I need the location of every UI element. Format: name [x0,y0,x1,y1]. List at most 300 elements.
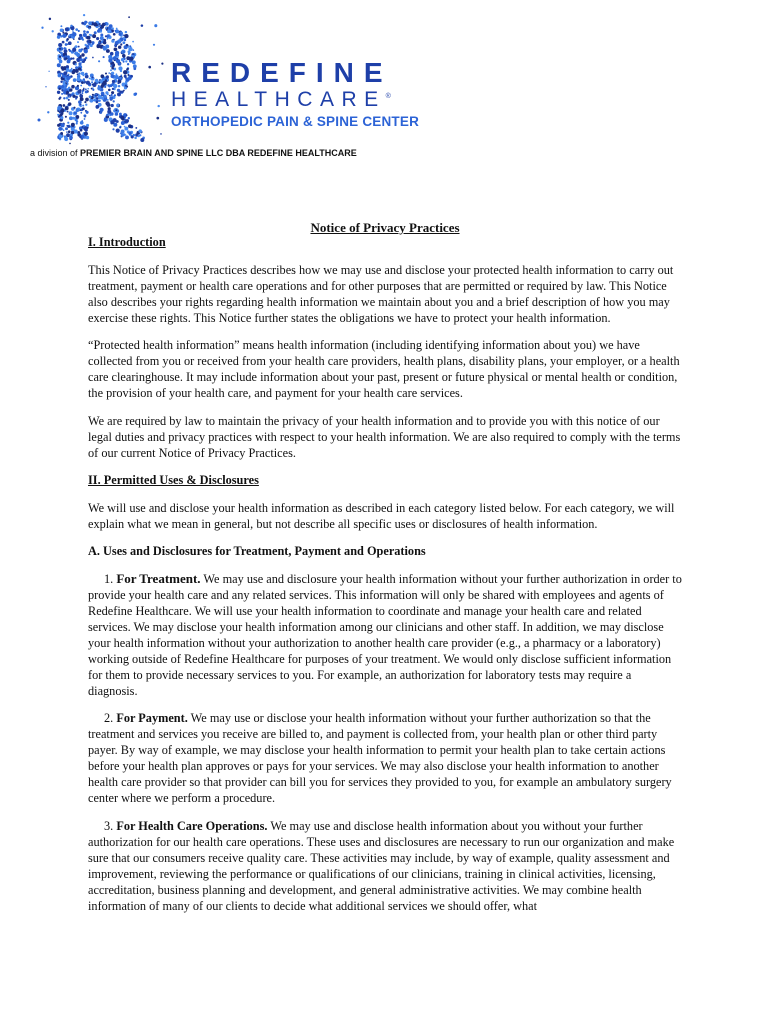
logo-dot [99,25,101,27]
logo-dot [100,36,104,40]
logo-dot [107,110,111,114]
logo-dot [71,68,73,70]
logo-dot [75,66,78,69]
logo-dot [75,45,78,48]
logo-dot [66,69,69,72]
logo-dot [121,133,125,137]
logo-dot [123,70,127,74]
logo-dot [65,27,69,31]
redefine-logo-icon [36,12,166,147]
logo-dot [76,122,78,124]
logo-dot [73,107,75,109]
logo-dot [60,25,62,27]
logo-dot [78,46,80,48]
logo-dot [80,94,82,96]
logo-dot [107,29,111,33]
logo-dot [135,127,137,129]
logo-dot [81,22,84,25]
logo-dot [102,81,106,85]
logo-dot [83,14,85,16]
logo-dot [76,120,78,122]
logo-dot [104,86,106,88]
logo-dot [119,77,121,79]
logo-dot [125,85,127,87]
logo-dot [81,72,84,75]
logo-dot [106,114,109,117]
logo-dot [59,127,63,131]
logo-dot [132,49,134,51]
logo-dot [100,84,104,88]
logo-dot [130,75,133,78]
logo-dot [89,78,91,80]
logo-dot [72,32,76,36]
logo-dot [115,112,118,115]
logo-dot [74,112,77,115]
logo-dot [71,127,75,131]
logo-dot [80,129,83,132]
logo-dot [72,71,76,75]
logo-dot [108,59,112,63]
logo-dot [59,96,61,98]
logo-dot [80,112,82,114]
logo-dot [84,101,86,103]
logo-dot [65,127,68,130]
logo-dot [118,33,121,36]
logo-dot [114,94,116,96]
logo-dot [92,89,94,91]
logo-dot [79,136,81,138]
division-line: a division of PREMIER BRAIN AND SPINE LLC DBA REDEFINE HEALTHCARE [30,148,357,158]
logo-dot [83,33,87,37]
logo-dot [82,105,84,107]
logo-dot [115,109,117,111]
logo-dot [116,58,118,60]
logo-dot [96,101,99,104]
logo-dot [68,35,70,37]
logo-dot [84,118,86,120]
logo-dot [131,135,134,138]
logo-dot [57,106,61,110]
logo-dot [114,44,116,46]
logo-dot [72,30,74,32]
logo-dot [111,72,114,75]
registered-mark: ® [385,93,391,100]
logo-dot [81,53,84,56]
numbered-item: 2. For Payment. We may use or disclose your health information without your further authorization so that the treatment and services you receive are billed to, and payment is collected from, your health plan or other third party payer. By way of example, we may disclose your health information to permit your health plan to take certain actions before your health plan approves or pays for your services. We may also disclose your health information to another health care provider so that provider can bill you for services they provided to you, for example an ambulatory surgery center where we perform a procedure. [88,711,672,805]
logo-dot [112,65,114,67]
logo-dot [92,57,94,59]
logo-dot [82,107,85,110]
logo-dot [63,71,67,75]
logo-dot [112,88,114,90]
logo-dot [124,127,128,131]
logo-dot [107,103,111,107]
logo-dot [68,58,71,61]
logo-dot [116,104,119,107]
logo-dot [82,90,84,92]
logo-dot [140,138,144,142]
logo-dot [80,110,82,112]
logo-dot [108,57,111,60]
logo-dot [98,29,100,31]
logo-dot [89,95,92,98]
logo-dot [107,99,109,101]
logo-dot [98,60,100,62]
logo-dot [59,48,61,50]
logo-dot [105,35,107,37]
logo-dot [78,72,80,74]
logo-dot [111,74,115,78]
logo-dot [132,41,134,43]
logo-dot [108,26,112,30]
logo-dot [100,30,102,32]
logo-dot [98,23,100,25]
logo-dot [66,131,68,133]
logo-dot [81,126,83,128]
logo-dot [125,135,129,139]
logo-dot [118,63,121,66]
logo-dot [110,52,114,56]
logo-dot [61,85,64,88]
logo-dot [60,80,62,82]
logo-dot [133,67,136,70]
logo-dot [66,38,68,40]
logo-dot [57,35,60,38]
logo-dot [65,106,69,110]
logo-dot [63,81,66,84]
logo-dot [85,104,87,106]
logo-dot [125,134,127,136]
logo-dot [114,30,116,32]
logo-dot [116,129,120,133]
logo-dot [64,47,66,49]
logo-dot [82,75,84,77]
logo-dot [84,132,88,136]
logo-dot [77,85,79,87]
logo-dot [77,41,79,43]
logo-dot [103,41,107,45]
logo-dot [105,22,108,25]
logo-dot [64,55,66,57]
logo-dot [61,123,65,127]
logo-dot [138,129,142,133]
logo-dot [128,77,130,79]
logo-dot [111,39,114,42]
logo-dot [68,99,70,101]
logo-dot [85,73,88,76]
logo-dot [48,71,49,72]
logo-dot [116,59,120,63]
logo-dot [83,30,86,33]
logo-dot [126,114,128,116]
logo-dot [78,62,81,65]
logo-dot [118,45,121,48]
logo-dot [129,45,131,47]
logo-dot [114,47,118,51]
paragraph: We will use and disclose your health information as described in each category listed below. For each category, we will explain what we mean in general, but not describe all specific uses or disclosures of health information. [88,500,675,531]
logo-dot [111,94,113,96]
logo-dot [80,97,84,101]
logo-dot [107,38,109,40]
logo-dot [80,85,82,87]
logo-dot [86,31,89,34]
logo-dot [73,78,77,82]
logo-dot [119,113,122,116]
paragraph: This Notice of Privacy Practices describes how we may use and disclose your protected health information to carry out treatment, payment or health care operations and for other purposes that are permitted or required by law. This Notice also describes your rights regarding health information we maintain about you and a brief description of how you may exercise these rights. This Notice further states the obligations we have to protect your health information. [88,262,674,325]
logo-dot [59,134,63,138]
logo-dot [62,68,65,71]
section-heading-introduction: I. Introduction [88,235,166,249]
logo-dot [115,73,117,75]
logo-dot [107,79,109,81]
logo-dot [87,47,89,49]
logo-dot [78,30,80,32]
logo-dot [69,50,71,52]
logo-dot [86,124,89,127]
logo-dot [95,105,99,109]
logo-dot [61,93,63,95]
logo-dot [116,28,118,30]
document-body [88,218,682,925]
logo-dot [72,117,75,120]
logo-dot [96,44,100,48]
logo-dot [125,60,127,62]
logo-dot [108,36,110,38]
logo-dot [75,28,78,31]
logo-dot [106,29,108,31]
logo-dot [121,121,125,125]
logo-dot [80,58,83,61]
logo-dot [57,124,60,127]
logo-dot [59,56,61,58]
logo-dot [75,69,79,73]
logo-dot [88,26,90,28]
logo-dot [117,82,119,84]
logo-dot [75,96,78,99]
logo-dot [161,63,163,65]
logo-dot [113,100,115,102]
logo-dot [119,90,122,93]
logo-dot [101,92,105,96]
logo-dot [91,81,93,83]
logo-dot [108,89,111,92]
logo-dot [119,126,121,128]
logo-dot [57,91,60,94]
logo-dot [41,27,43,29]
logo-dot [113,33,116,36]
logo-dot [71,85,75,89]
logo-dot [85,88,87,90]
logo-dot [62,32,64,34]
logo-dot [80,121,84,125]
logo-dot [57,114,59,116]
logo-dot [92,76,94,78]
logo-dot [95,94,97,96]
logo-dot [98,41,100,43]
logo-dot [101,97,104,100]
numbered-item: 1. For Treatment. We may use and disclosure your health information without your further authorization in order to provide your health care and any related services. This information will only be shared with employees and agents of Redefine Healthcare. We will use your health information to coordinate and manage your health care and related services. We may disclose your health information among our clinicians and other staff. In addition, we may disclose your health information without your authorization to another health care provider (e.g., a pharmacy or a laboratory) working outside of Redefine Healthcare for purposes of your treatment. We would only disclose sufficient information for them to provide necessary services to you. For example, an authorization for laboratory tests may require a diagnosis. [88,570,682,698]
logo-dot [96,37,99,40]
logo-dot [128,124,132,128]
logo-dot [65,43,68,46]
logo-dot [109,95,111,97]
logo-dot [92,43,94,45]
logo-dot [58,73,61,76]
logo-dot [133,56,135,58]
logo-dot [69,143,71,145]
logo-dot [154,24,157,27]
logo-dot [60,28,63,31]
logo-dot [129,57,133,61]
logo-dot [118,85,120,87]
logo-dot [72,48,76,52]
logo-dot [57,63,61,67]
logo-dot [160,133,162,135]
logo-dot [67,122,69,124]
logo-dot [76,53,80,57]
logo-dot [92,87,94,89]
logo-dot [105,91,108,94]
logo-dot [69,88,72,91]
logo-dot [68,96,70,98]
logo-dot [64,137,68,141]
logo-dot [70,25,72,27]
logo-dot [71,93,73,95]
logo-dot [105,78,107,80]
logo-dot [86,111,89,114]
document-title: Notice of Privacy Practices [310,220,460,235]
logo-dot [110,84,113,87]
logo-dot [126,68,128,70]
logo-dot [61,73,63,75]
logo-dot [112,128,114,130]
logo-dot [111,104,114,107]
logo-dot [99,100,101,102]
logo-dot [113,57,117,61]
logo-dot [104,23,106,25]
brand-subname: HEALTHCARE® [171,88,391,111]
logo-dot [66,76,70,80]
logo-dot [124,39,126,41]
logo-dot [69,136,73,140]
logo-dot [103,56,105,58]
logo-dot [85,98,89,102]
logo-dot [156,117,159,120]
logo-dot [58,43,62,47]
logo-dot [80,36,83,39]
paragraph: “Protected health information” means health information (including identifying information about you) we have collected from you or received from your health care providers, health plans, disability plans, your employer, or a health care clearinghouse. It may include information about your past, present or future physical or mental health or condition, the provision of your health care, and payment for your health care services. [88,338,680,400]
logo-dot [120,70,122,72]
logo-dot [49,18,51,20]
logo-dot [59,60,63,64]
logo-dot [81,48,83,50]
logo-dot [108,72,110,74]
logo-dot [134,137,137,140]
logo-dot [101,74,105,78]
logo-dot [124,34,128,38]
logo-dot [68,102,71,105]
logo-dot [115,41,119,45]
logo-dot [125,31,127,33]
logo-dot [121,58,124,61]
logo-dot [69,111,73,115]
logo-dot [77,131,80,134]
logo-dot [63,129,65,131]
logo-dot [111,67,114,70]
logo-dot [66,65,69,68]
logo-dot [67,125,70,128]
logo-dot [141,24,144,27]
logo-dot [96,21,98,23]
logo-dot [125,119,129,123]
logo-dot [128,16,130,18]
logo-dot [77,90,81,94]
logo-dot [105,72,107,74]
logo-dot [128,117,130,119]
logo-dot [74,52,76,54]
logo-dot [153,44,155,46]
logo-dot [122,54,126,58]
logo-dot [59,88,61,90]
logo-dot [60,132,63,135]
logo-dot [92,34,96,38]
logo-dot [66,133,70,137]
logo-dot [92,94,94,96]
paragraph: We are required by law to maintain the privacy of your health information and to provide you with this notice of our legal duties and privacy practices with respect to your health information. We are also required to comply with the terms of our current Notice of Privacy Practices. [88,413,681,460]
logo-dot [117,56,119,58]
logo-dot [38,119,41,122]
logo-dot [123,41,126,44]
logo-dot [99,82,101,84]
logo-dot [112,27,114,29]
logo-dot [94,31,97,34]
logo-dot [105,27,107,29]
logo-dot [121,130,125,134]
logo-dot [120,116,124,120]
logo-dot [104,118,108,122]
logo-dot [63,104,66,107]
logo-dot [68,130,71,133]
logo-dot [109,96,113,100]
logo-dot [60,116,63,119]
logo-dot [110,65,112,67]
logo-dot [64,49,68,53]
logo-dot [132,60,136,64]
logo-dot [84,21,87,24]
logo-dot [110,69,112,71]
logo-dot [128,47,132,51]
section-heading-permitted-uses: II. Permitted Uses & Disclosures [88,473,259,487]
logo-dot [134,92,137,95]
logo-dot [62,34,66,38]
logo-dot [80,104,82,106]
logo-dot [90,34,92,36]
logo-dot [76,108,78,110]
logo-dot [72,57,74,59]
logo-dot [63,97,65,99]
logo-dot [81,81,84,84]
logo-dot [83,126,87,130]
logo-dot [95,79,99,83]
logo-dot [65,116,67,118]
logo-dot [66,97,69,100]
logo-dot [81,92,83,94]
logo-dot [93,22,97,26]
logo-dot [93,99,95,101]
logo-dot [123,61,125,63]
logo-dot [123,51,125,53]
logo-dot [139,134,141,136]
